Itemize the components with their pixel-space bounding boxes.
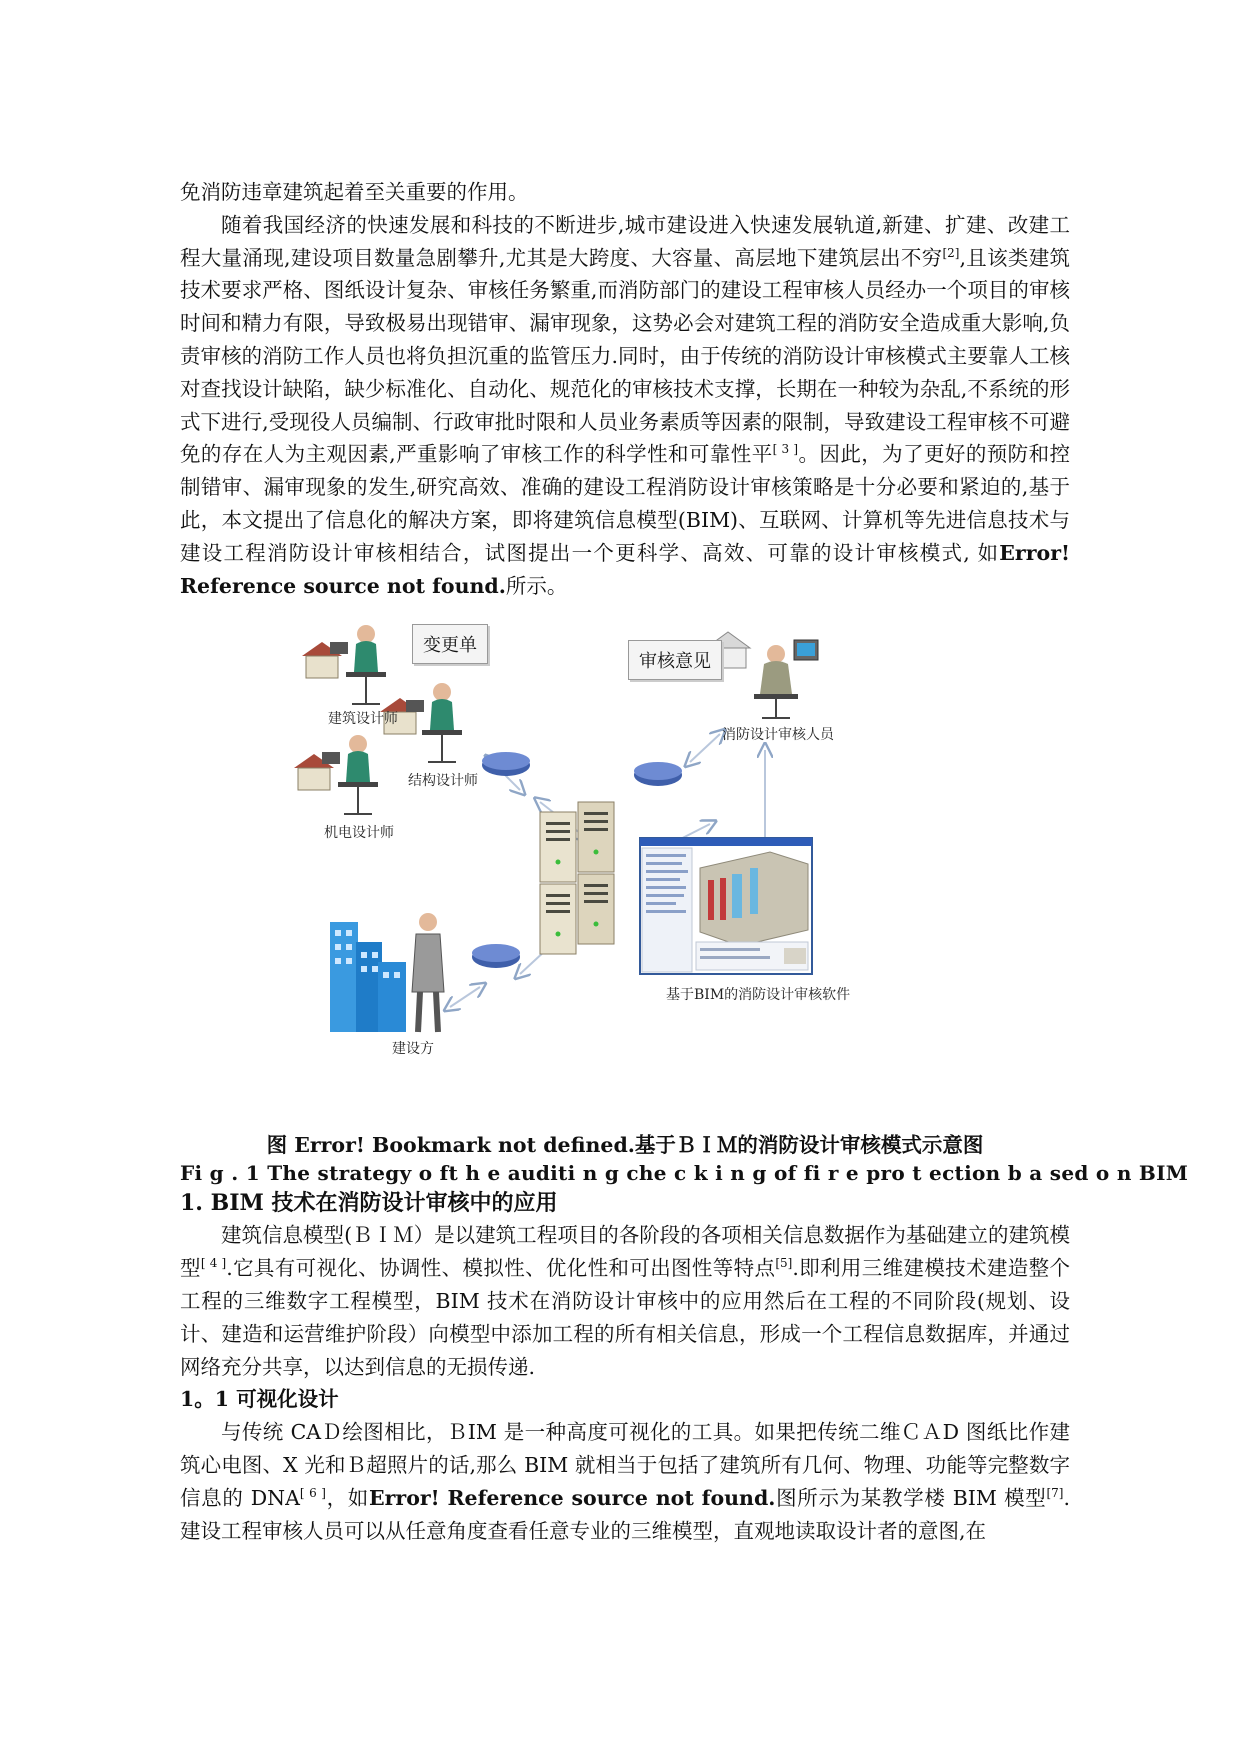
background-paragraph bbox=[180, 209, 1070, 603]
review-opinion-box: 审核意见 bbox=[628, 640, 722, 680]
subsection-heading: 1。1 可视化设计 bbox=[180, 1387, 339, 1412]
bim-software-window bbox=[640, 838, 812, 974]
reference-error: Error! Reference source not found. bbox=[368, 1485, 776, 1510]
architect-label: 建筑设计师 bbox=[328, 711, 398, 728]
mep-designer-label: 机电设计师 bbox=[324, 825, 394, 842]
text-run: .建设工程审核人员可以从任意角度查看任意专业的三维模型，直观地读取设计者的意图,在 bbox=[180, 1485, 1070, 1543]
text-run: 随着我国经济的快速发展和科技的不断进步,城市建设进入快速发展轨道,新建、扩建、改建工程大量涌现,建设项目数量急剧攀升,尤其是大跨度、大容量、高层地下建筑层出不穷 bbox=[180, 212, 1070, 270]
bim-review-diagram bbox=[180, 612, 1070, 1117]
citation: [ 3 ] bbox=[772, 442, 799, 457]
text-run: 。因此，为了更好的预防和控制错审、漏审现象的发生,研究高效、准确的建设工程消防设计审核策略是十分必要和紧迫的,基于此，本文提出了信息化的解决方案，即将建筑信息模型(BIM)、互联网、计算机等先进信息技术与建设工程消防设计审核相结合，试图提出一个更科学、高效、可靠的设计审核模式, 如 bbox=[180, 442, 1070, 565]
text-run: ,且该类建筑技术要求严格、图纸设计复杂、审核任务繁重,而消防部门的建设工程审核人员经办一个项目的审核时间和精力有限，导致极易出现错审、漏审现象，这势必会对建筑工程的消防安全造成重大影响,负责审核的消防工作人员也将负担沉重的监管压力.同时，由于传统的消防设计审核模式主要靠人工核对查找设计缺陷，缺少标准化、自动化、规范化的审核技术支撑，长期在一种较为杂乱,不系统的形式下进行,受现役人员编制、行政审批时限和人员业务素质等因素的限制，导致建设工程审核不可避免的存在人为主观因素,严重影响了审核工作的科学性和可靠性平 bbox=[180, 245, 1070, 467]
businessman-icon bbox=[412, 913, 444, 1032]
bookmark-error: Error! Bookmark not defined. bbox=[294, 1133, 635, 1158]
reference-error: Error! Reference source not found. bbox=[180, 540, 1070, 598]
citation: [ 4 ] bbox=[200, 1256, 227, 1271]
change-order-box: 变更单 bbox=[412, 624, 488, 664]
fire-reviewer-label: 消防设计审核人员 bbox=[722, 727, 834, 744]
text-run: 所示。 bbox=[505, 573, 568, 598]
citation: [5] bbox=[775, 1256, 793, 1271]
page-body bbox=[180, 176, 1189, 1547]
network-node-top-left bbox=[482, 752, 530, 776]
owner-label: 建设方 bbox=[392, 1041, 434, 1058]
citation: [2] bbox=[942, 245, 960, 260]
subsection-paragraph bbox=[180, 1416, 1070, 1547]
server-cluster bbox=[540, 802, 614, 954]
structural-designer-label: 结构设计师 bbox=[408, 773, 478, 790]
text-run: ，如 bbox=[325, 1485, 369, 1510]
office-buildings-icon bbox=[330, 922, 406, 1032]
network-node-bottom bbox=[472, 944, 520, 968]
figure-caption-english: Fi g . 1 The strategy o ft h e auditi n g che c k i n g of fi r e pro t ection b a sed o n BIM bbox=[180, 1161, 1189, 1186]
citation: [ 6 ] bbox=[299, 1485, 326, 1500]
citation: [7] bbox=[1046, 1485, 1064, 1500]
caption-text: 基于ＢＩＭ的消防设计审核模式示意图 bbox=[634, 1133, 984, 1158]
text-run: .它具有可视化、协调性、模拟性、优化性和可出图性等特点 bbox=[226, 1256, 776, 1281]
text-run: 与传统 CAＤ绘图相比，ＢIM 是一种高度可视化的工具。如果把传统二维ＣＡD 图纸比作建筑心电图、X 光和Ｂ超照片的话,那么 BIM 就相当于包括了建筑所有几何、物理、功能等完整数字信息的 DNA bbox=[180, 1420, 1070, 1510]
text-run: .即利用三维建模技术建造整个工程的三维数字工程模型，BIM 技术在消防设计审核中的应用然后在工程的不同阶段(规划、设计、建造和运营维护阶段）向模型中添加工程的所有相关信息，形成一个工程信息数据库，并通过网络充分共享，以达到信息的无损传递. bbox=[180, 1256, 1070, 1379]
text-run: 建筑信息模型(ＢＩＭ）是以建筑工程项目的各阶段的各项相关信息数据作为基础建立的建筑模型 bbox=[180, 1223, 1070, 1281]
diagram-graphics bbox=[180, 612, 1070, 1117]
figure-caption-chinese bbox=[180, 1131, 1070, 1159]
software-label: 基于BIM的消防设计审核软件 bbox=[666, 987, 851, 1004]
section-paragraph bbox=[180, 1219, 1070, 1383]
person-icon-fire-reviewer bbox=[754, 640, 818, 718]
intro-tail-paragraph: 免消防违章建筑起着至关重要的作用。 bbox=[180, 180, 529, 204]
section-heading: 1. BIM 技术在消防设计审核中的应用 bbox=[180, 1190, 558, 1217]
network-node-top-right bbox=[634, 762, 682, 786]
text-run: 图所示为某教学楼 BIM 模型 bbox=[775, 1485, 1047, 1510]
caption-prefix: 图 bbox=[266, 1133, 295, 1158]
